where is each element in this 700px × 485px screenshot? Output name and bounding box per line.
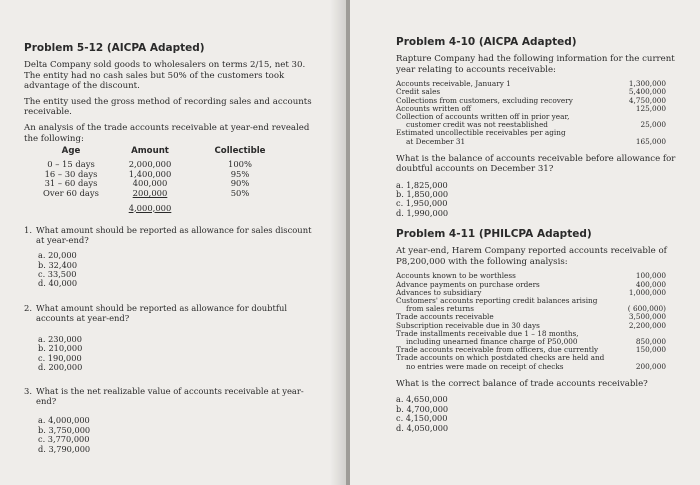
item-label: from sales returns [406, 304, 475, 314]
choice-c: c. 190,000 [38, 352, 82, 363]
problem-4-10-question: What is the balance of accounts receivable before allowance for doubtful accounts on December 31? [396, 153, 676, 175]
question-number: 1. [24, 225, 32, 236]
choice-a: a. 1,825,000 [396, 179, 448, 190]
amount-cell: 400,000 [132, 178, 168, 189]
problem-5-12-title: Problem 5-12 (AICPA Adapted) [24, 42, 205, 54]
item-label: at December 31 [406, 136, 466, 146]
choice-d: d. 1,990,000 [396, 207, 449, 218]
problem-4-11-question: What is the correct balance of trade accounts receivable? [396, 378, 648, 389]
item-label: Advances to subsidiary [396, 287, 482, 297]
item-value: 3,500,000 [628, 312, 666, 322]
question-text: What amount should be reported as allowance for doubtful accounts at year-end? [36, 302, 288, 323]
amount-total: 4,000,000 [128, 202, 172, 213]
item-value: 100,000 [635, 271, 666, 281]
question-text: What is the net realizable value of accounts receivable at year-end? [36, 386, 304, 407]
left-page-gutter-shadow [330, 0, 346, 485]
item-value: 2,200,000 [628, 320, 666, 330]
choice-list [38, 251, 316, 289]
collectible-cell: 90% [230, 178, 250, 189]
age-cell: Over 60 days [43, 187, 99, 198]
choice-list [396, 395, 682, 433]
problem-5-12-para2: The entity used the gross method of recording sales and accounts receivable. [24, 96, 312, 118]
item-value: ( 600,000) [627, 304, 666, 314]
header-collectible: Collectible [214, 146, 266, 157]
item-label: Trade accounts receivable from officers, due currently [396, 345, 599, 355]
choice-c: c. 33,500 [38, 268, 77, 279]
item-value: 200,000 [635, 361, 666, 371]
item-value: 1,000,000 [628, 287, 666, 297]
question-number: 2. [24, 302, 32, 313]
item-label: Subscription receivable due in 30 days [396, 320, 540, 330]
question-1 [24, 225, 316, 289]
item-value: 4,750,000 [628, 95, 666, 105]
amount-cell: 1,400,000 [128, 168, 172, 179]
question-number: 3. [24, 386, 32, 397]
header-age: Age [61, 146, 81, 157]
choice-list [38, 335, 316, 373]
right-page [350, 0, 700, 485]
choice-d: d. 3,790,000 [38, 443, 91, 454]
item-label: Accounts written off [396, 103, 472, 113]
left-page [0, 0, 346, 485]
collectible-cell: 95% [230, 168, 250, 179]
amount-cell: 2,000,000 [128, 159, 172, 170]
item-label: customer credit was not reestablished [406, 120, 548, 130]
choice-a: a. 230,000 [38, 333, 82, 344]
question-text: What amount should be reported as allowance for sales discount at year-end? [36, 225, 312, 246]
problem-5-12-intro: Delta Company sold goods to wholesalers on terms 2/15, net 30. The entity had no cash sales but 50% of the customers took advantage of the discount. [24, 60, 306, 92]
problem-4-10-title: Problem 4-10 (AICPA Adapted) [396, 36, 577, 48]
problem-4-11-title: Problem 4-11 (PHILCPA Adapted) [396, 228, 592, 241]
choice-d: d. 4,050,000 [396, 422, 449, 433]
question-2 [24, 303, 316, 373]
choice-c: c. 1,950,000 [396, 198, 448, 209]
aging-table [30, 146, 292, 213]
choice-b: b. 210,000 [38, 343, 83, 354]
problem-4-10-intro: Rapture Company had the following information for the current year relating to accounts receivable: [396, 54, 675, 75]
age-cell: 31 – 60 days [44, 178, 98, 189]
choice-a: a. 4,000,000 [38, 415, 90, 426]
table-row [30, 189, 292, 199]
amount-cell: 200,000 [132, 187, 168, 198]
collectible-cell: 100% [228, 159, 252, 170]
item-label: Collection of accounts written off in prior year, [396, 112, 570, 121]
item-value: 150,000 [635, 345, 666, 355]
item-value: 25,000 [640, 120, 666, 130]
choice-b: b. 1,850,000 [396, 189, 449, 200]
choice-c: c. 4,150,000 [396, 413, 448, 424]
list-item [396, 363, 666, 371]
list-item [396, 138, 666, 146]
item-value: 1,300,000 [628, 79, 666, 89]
item-value: 850,000 [635, 337, 666, 347]
choice-b: b. 32,400 [38, 259, 78, 270]
choice-a: a. 4,650,000 [396, 394, 448, 405]
choice-list [38, 416, 316, 454]
age-cell: 0 – 15 days [47, 159, 95, 170]
age-cell: 16 – 30 days [44, 168, 98, 179]
item-label: Customers' accounts reporting credit balances arising [396, 296, 598, 306]
choice-d: d. 200,000 [38, 361, 83, 372]
problem-4-11-intro: At year-end, Harem Company reported accounts receivable of P8,200,000 with the following analysis: [396, 246, 667, 267]
item-label: Advance payments on purchase orders [396, 279, 540, 289]
header-amount: Amount [131, 146, 169, 157]
choice-a: a. 20,000 [38, 250, 77, 261]
item-label: Trade accounts receivable [396, 312, 494, 322]
item-value: 165,000 [635, 136, 666, 146]
aging-table-header [30, 146, 292, 160]
item-label: Accounts known to be worthless [396, 271, 516, 281]
item-label: Estimated uncollectible receivables per aging [396, 128, 566, 138]
item-label: no entries were made on receipt of checks [406, 361, 564, 371]
item-label: including unearned finance charge of P50,000 [406, 337, 578, 347]
problem-5-12-para3: An analysis of the trade accounts receivable at year-end revealed the following: [24, 122, 310, 144]
table-total-row [30, 199, 292, 214]
collectible-cell: 50% [230, 187, 250, 198]
item-value: 400,000 [635, 279, 666, 289]
choice-b: b. 3,750,000 [38, 424, 91, 435]
item-value: 5,400,000 [628, 87, 666, 97]
choice-list [396, 181, 682, 219]
item-label: Credit sales [396, 87, 441, 97]
choice-c: c. 3,770,000 [38, 434, 90, 445]
item-value: 125,000 [635, 103, 666, 113]
item-label: Collections from customers, excluding recovery [396, 95, 573, 105]
item-label: Accounts receivable, January 1 [396, 79, 511, 89]
item-label: Trade accounts on which postdated checks are held and [396, 353, 605, 363]
question-3 [24, 386, 316, 454]
item-label: Trade installments receivable due 1 – 18 months, [396, 328, 579, 338]
choice-d: d. 40,000 [38, 278, 78, 289]
choice-b: b. 4,700,000 [396, 403, 449, 414]
problem-4-10-data [396, 80, 666, 146]
problem-4-11-data [396, 272, 666, 370]
